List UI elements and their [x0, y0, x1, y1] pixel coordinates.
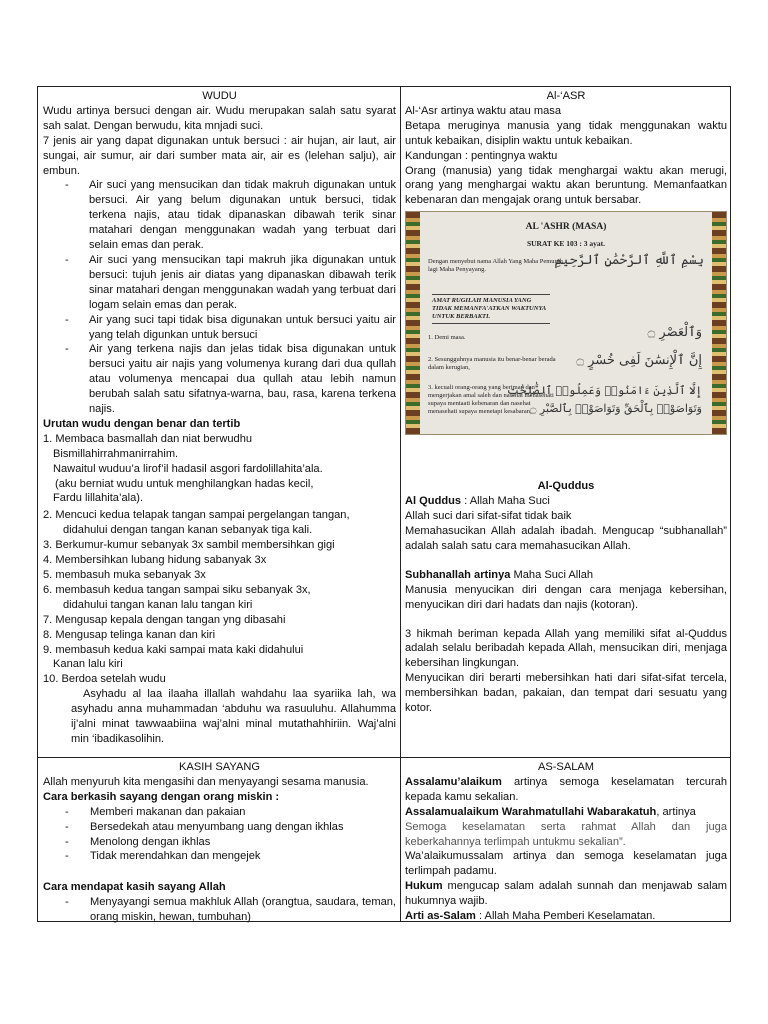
wudu-step: 8. Mengusap telinga kanan dan kiri — [43, 628, 216, 641]
salam-paragraph — [405, 909, 727, 924]
surah-title: AL 'ASHR (MASA) — [525, 222, 607, 233]
list-item: - Tidak merendahkan dan mengejek — [43, 849, 396, 864]
salam-paragraph — [405, 775, 727, 805]
asr-paragraph: Orang (manusia) yang tidak menghargai waktu akan merugi, orang yang menghargai waktu akan beruntung. Memanfaatkan kebenaran dan mengajak orang untuk bersabar. — [405, 164, 727, 207]
quddus-title: Al-Quddus — [537, 480, 595, 493]
arabic-verse-3a: إِلَّا ٱلَّذِينَ ءَامَنُوا۟ وَعَمِلُوا۟ ٱلصَّٰلِحَٰتِ — [506, 384, 702, 398]
surah-image-content — [422, 212, 710, 434]
wudu-prayer: Asyhadu al laa ilaaha illallah wahdahu laa syariika lah, wa asyhadu anna muhammadan ‘abduhu wa rasuuluhu. Allahumma ij’alni minat tawwaabiina waj’alni minal mutathahhiriin. Waj’alni min ‘ibadikasolihin. — [71, 688, 396, 745]
kasih-sayang-section — [43, 760, 396, 925]
list-item: - Air suci yang mensucikan tapi makruh jika digunakan untuk bersuci: tujuh jenis air diatas yang dipanaskan dibawah terik sinar matahari dengan menggunakan wadah yang terbuat dari logam selain emas dan perak. — [43, 253, 396, 313]
surah-asr-image — [405, 211, 727, 435]
wudu-water-list — [43, 178, 396, 417]
list-item: - Bersedekah atau menyumbang uang dengan ikhlas — [43, 820, 396, 835]
subhanallah-term: Subhanallah artinya — [405, 568, 511, 581]
asr-section — [405, 89, 727, 716]
as-salam-meaning: : Allah Maha Pemberi Keselamatan. — [475, 910, 656, 923]
ornament-border-left — [406, 212, 420, 434]
arabic-verse-2: إِنَّ ٱلْإِنسَٰنَ لَفِى خُسْرٍ ۝ — [576, 353, 702, 369]
wudu-step-detail: (aku berniat wudu untuk menghilangkan hadas kecil, — [55, 477, 314, 490]
list-item: - Air yang suci tapi tidak bisa digunakan untuk bersuci yaitu air yang telah digunkan untuk bersuci — [43, 313, 396, 343]
wudu-water-types: 7 jenis air yang dapat digunakan untuk bersuci : air hujan, air laut, air sungai, air sumur, air dari sumber mata air, air es (lelehan salju), air embun. — [43, 134, 396, 177]
surah-verse-1: 1. Demi masa. — [428, 334, 466, 342]
salam-title: AS-SALAM — [537, 761, 595, 773]
asr-title: Al-‘ASR — [546, 90, 586, 102]
surah-subtitle: SURAT KE 103 : 3 ayat. — [526, 239, 606, 249]
kasih-allah-list — [43, 895, 396, 925]
list-item: - Menyayangi semua makhluk Allah (orangtua, saudara, teman, orang miskin, hewan, tumbuhan) — [43, 895, 396, 925]
quddus-meaning — [405, 494, 727, 509]
as-salam-term: Arti as-Salam — [405, 910, 476, 923]
arabic-verse-3b: وَتَوَاصَوْا۟ بِٱلْحَقِّ وَتَوَاصَوْا۟ بِٱلصَّبْرِ ۝ — [529, 402, 702, 416]
as-salam-section — [405, 760, 727, 924]
asr-content: Kandungan : pentingnya waktu — [405, 149, 558, 162]
asr-paragraph: Betapa meruginya manusia yang tidak menggunakan waktu untuk kebaikan, disiplin waktu untuk kebaikan. — [405, 119, 727, 147]
wudu-step: 10. Berdoa setelah wudu — [43, 673, 166, 686]
subhanallah-term-meaning: Maha Suci Allah — [510, 568, 594, 581]
salam-reply: Wa’alaikumussalam artinya dan semoga keselamatan juga terlimpah padamu. — [405, 850, 727, 878]
surah-verse-2: 2. Sesungguhnya manusia itu benar-benar berada dalam kerugian, — [428, 356, 556, 372]
wudu-step-detail: didahului dengan tangan kanan sebanyak tiga kali. — [63, 524, 313, 537]
list-item: - Air suci yang mensucikan dan tidak makruh digunakan untuk bersuci. Air yang belum digunakan untuk bersuci, tidak terkena najis, atau tidak dipanaskan dibawah terik sinar matahari dengan menggunakan wadah yang terbuat dari selain emas dan perak. — [43, 178, 396, 253]
wudu-step-detail: Nawaitul wuduu’a lirof’il hadasil asgori fardolillahita’ala. — [53, 462, 323, 475]
wudu-step: 9. membasuh kedua kaki sampai mata kaki didahului — [43, 643, 304, 656]
surah-intro: Dengan menyebut nama Allah Yang Maha Pemurah lagi Maha Penyayang. — [428, 258, 563, 274]
kasih-title: KASIH SAYANG — [179, 761, 260, 773]
quddus-term-meaning: : Allah Maha Suci — [461, 495, 550, 508]
list-item: - Air yang terkena najis dan jelas tidak bisa digunakan untuk bersuci yaitu air najis yang volumenya kurang dari dua qullah atau volumenya mencapai dua qullah atau lebih namun berubah salah satu sifatnya-warna, bau, rasa, karena terkena najis. — [43, 342, 396, 417]
list-item: - Memberi makanan dan pakaian — [43, 805, 396, 820]
arabic-basmala: بِسْمِ ٱللَّهِ ٱلرَّحْمَٰنِ ٱلرَّحِيمِ — [554, 253, 704, 269]
salam-law-term: Hukum — [405, 880, 443, 893]
surah-heading: AMAT RUGILAH MANUSIA YANG TIDAK MEMANFA'ATKAN WAKTUNYA UNTUK BERBAKTI. — [432, 294, 550, 324]
wudu-step-detail: Kanan lalu kiri — [53, 658, 123, 671]
wudu-step-detail: didahului tangan kanan lalu tangan kiri — [63, 598, 253, 611]
wudu-intro: Wudu artinya bersuci dengan air. Wudu merupakan salah satu syarat sah salat. Dengan berwudu, kita mnjadi suci. — [43, 104, 396, 132]
asr-meaning: Al-‘Asr artinya waktu atau masa — [405, 104, 561, 117]
quddus-section — [405, 479, 727, 716]
list-item: - Menolong dengan ikhlas — [43, 835, 396, 850]
surah-verse-3: 3. kecuali orang-orang yang beriman dan mengerjakan amal saleh dan nasehat menasehati supaya mentaati kebenaran dan nasehat menasehati supaya menetapi kesabaran, — [428, 384, 554, 416]
salam-paragraph — [405, 879, 727, 909]
kasih-heading: Cara mendapat kasih sayang Allah — [43, 881, 226, 894]
wudu-section — [43, 89, 396, 747]
salam-full-meaning: Semoga keselamatan serta rahmat Allah dan juga keberkahannya terlimpah untukmu sekalian”. — [405, 820, 727, 848]
arabic-verse-1: وَٱلْعَصْرِ ۝ — [647, 325, 702, 341]
wudu-steps-title: Urutan wudu dengan benar dan tertib — [43, 417, 241, 430]
quddus-wisdom: 3 hikmah beriman kepada Allah yang memiliki sifat al-Quddus adalah selalu beribadah kepada Allah, mensucikan diri, menjaga kebersihan lingkungan. — [405, 627, 727, 670]
column-divider — [400, 87, 401, 921]
document-page — [37, 86, 731, 922]
salam-full-term: Assalamualaikum Warahmatullahi Wabarakatuh — [405, 805, 657, 818]
wudu-title: WUDU — [202, 90, 237, 102]
quddus-paragraph: Memahasucikan Allah adalah ibadah. Mengucap “subhanallah” adalah salah satu cara memahasucikan Allah. — [405, 524, 727, 552]
kasih-poor-list — [43, 805, 396, 865]
quddus-term: Al Quddus — [405, 495, 462, 508]
wudu-step: 7. Mengusap kepala dengan tangan yng dibasahi — [43, 613, 286, 626]
salam-full-term-suffix: , artinya — [656, 805, 696, 818]
wudu-step: 4. Membersihkan lubang hidung sabanyak 3x — [43, 554, 267, 567]
wudu-step: 5. membasuh muka sebanyak 3x — [43, 569, 206, 581]
wudu-step: 1. Membaca basmallah dan niat berwudhu — [43, 432, 253, 445]
ornament-border-right — [712, 212, 726, 434]
quddus-paragraph: Menyucikan diri berarti mebersihkan hati dari sifat-sifat tercela, membersihkan badan, pakaian, dan tempat dari sesuatu yang kotor. — [405, 672, 727, 715]
quddus-paragraph: Manusia menyucikan diri dengan cara menjaga kebersihan, menyucikan diri dari hadats dan najis (kotoran). — [405, 583, 727, 611]
wudu-step: 2. Mencuci kedua telapak tangan sampai pergelangan tangan, — [43, 509, 350, 522]
salam-term: Assalamu’alaikum — [405, 775, 502, 788]
wudu-step-detail: Fardu lillahita’ala). — [53, 492, 144, 505]
subhanallah-meaning — [405, 568, 727, 583]
kasih-paragraph: Allah menyuruh kita mengasihi dan menyayangi sesama manusia. — [43, 775, 369, 788]
salam-law-text: mengucap salam adalah sunnah dan menjawab salam hukumnya wajib. — [405, 880, 727, 908]
salam-term-meaning: artinya semoga keselamatan tercurah kepada kamu sekalian. — [405, 775, 727, 803]
wudu-step: 3. Berkumur-kumur sebanyak 3x sambil membersihkan gigi — [43, 539, 335, 552]
wudu-step-detail: Bismillahirrahmanirrahim. — [53, 447, 179, 460]
row-divider — [38, 757, 730, 758]
salam-paragraph — [405, 805, 727, 820]
quddus-paragraph: Allah suci dari sifat-sifat tidak baik — [405, 510, 572, 523]
wudu-step: 6. membasuh kedua tangan sampai siku sebanyak 3x, — [43, 583, 311, 596]
kasih-heading: Cara berkasih sayang dengan orang miskin : — [43, 790, 280, 803]
